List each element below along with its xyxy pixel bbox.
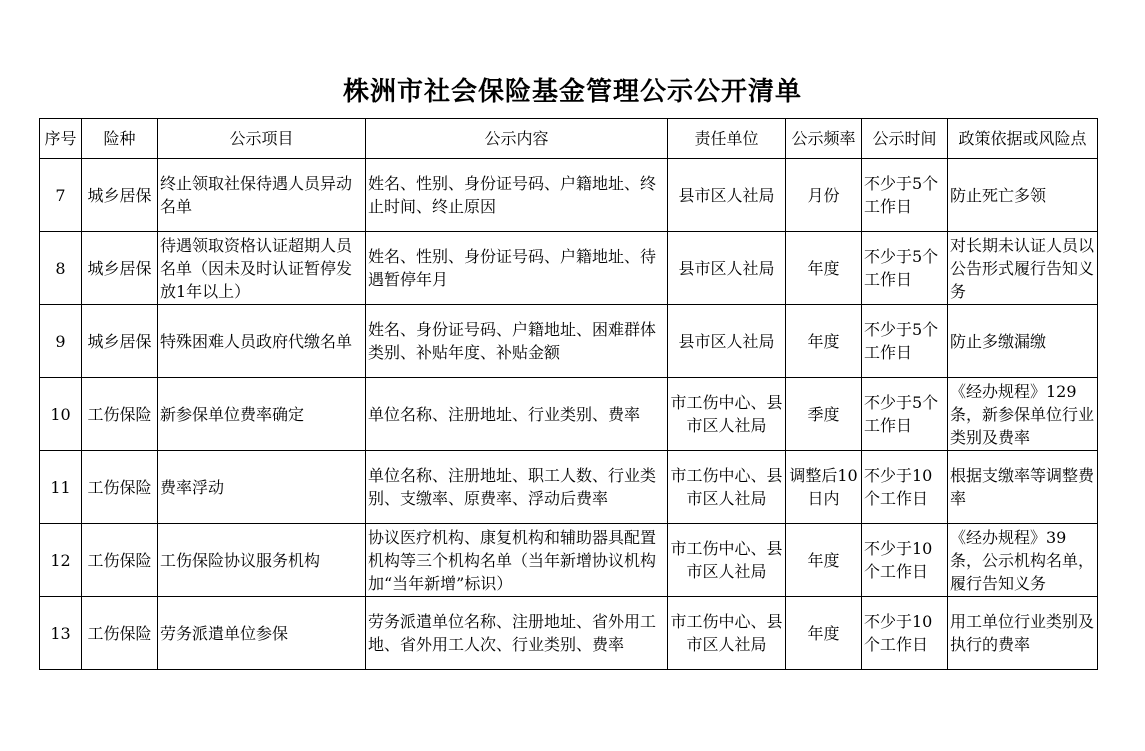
- header-time: 公示时间: [862, 119, 948, 159]
- cell-item: 新参保单位费率确定: [158, 378, 366, 451]
- table-row: [40, 378, 1098, 451]
- cell-type: 工伤保险: [82, 451, 158, 524]
- cell-item: 费率浮动: [158, 451, 366, 524]
- cell-item: 特殊困难人员政府代缴名单: [158, 305, 366, 378]
- cell-content: 协议医疗机构、康复机构和辅助器具配置机构等三个机构名单（当年新增协议机构加“当年新增”标识）: [366, 524, 668, 597]
- header-freq: 公示频率: [786, 119, 862, 159]
- cell-freq: 年度: [786, 597, 862, 670]
- cell-content: 单位名称、注册地址、职工人数、行业类别、支缴率、原费率、浮动后费率: [366, 451, 668, 524]
- cell-time: 不少于5个工作日: [862, 159, 948, 232]
- cell-basis: 用工单位行业类别及执行的费率: [948, 597, 1098, 670]
- cell-item: 劳务派遣单位参保: [158, 597, 366, 670]
- header-basis: 政策依据或风险点: [948, 119, 1098, 159]
- cell-time: 不少于5个工作日: [862, 378, 948, 451]
- cell-unit: 市工伤中心、县市区人社局: [668, 597, 786, 670]
- cell-unit: 市工伤中心、县市区人社局: [668, 378, 786, 451]
- cell-basis: 防止多缴漏缴: [948, 305, 1098, 378]
- cell-basis: 防止死亡多领: [948, 159, 1098, 232]
- cell-seq: 13: [40, 597, 82, 670]
- cell-time: 不少于10个工作日: [862, 597, 948, 670]
- cell-item: 待遇领取资格认证超期人员名单（因未及时认证暂停发放1年以上）: [158, 232, 366, 305]
- cell-item: 工伤保险协议服务机构: [158, 524, 366, 597]
- table-row: [40, 451, 1098, 524]
- cell-freq: 年度: [786, 524, 862, 597]
- cell-unit: 县市区人社局: [668, 232, 786, 305]
- table-header-row: [40, 119, 1098, 159]
- cell-time: 不少于5个工作日: [862, 305, 948, 378]
- cell-freq: 季度: [786, 378, 862, 451]
- disclosure-table: [39, 118, 1098, 670]
- header-content: 公示内容: [366, 119, 668, 159]
- table-row: [40, 305, 1098, 378]
- cell-time: 不少于10个工作日: [862, 451, 948, 524]
- cell-type: 工伤保险: [82, 378, 158, 451]
- table-row: [40, 597, 1098, 670]
- cell-seq: 11: [40, 451, 82, 524]
- cell-content: 单位名称、注册地址、行业类别、费率: [366, 378, 668, 451]
- header-unit: 责任单位: [668, 119, 786, 159]
- cell-basis: 对长期未认证人员以公告形式履行告知义务: [948, 232, 1098, 305]
- cell-content: 姓名、身份证号码、户籍地址、困难群体类别、补贴年度、补贴金额: [366, 305, 668, 378]
- header-item: 公示项目: [158, 119, 366, 159]
- table-row: [40, 524, 1098, 597]
- cell-basis: 根据支缴率等调整费率: [948, 451, 1098, 524]
- cell-type: 工伤保险: [82, 597, 158, 670]
- cell-type: 工伤保险: [82, 524, 158, 597]
- cell-content: 姓名、性别、身份证号码、户籍地址、待遇暂停年月: [366, 232, 668, 305]
- cell-seq: 7: [40, 159, 82, 232]
- cell-type: 城乡居保: [82, 305, 158, 378]
- cell-freq: 年度: [786, 232, 862, 305]
- document-title: 株洲市社会保险基金管理公示公开清单: [342, 77, 802, 107]
- cell-freq: 年度: [786, 305, 862, 378]
- table-row: [40, 232, 1098, 305]
- cell-freq: 月份: [786, 159, 862, 232]
- cell-freq: 调整后10日内: [786, 451, 862, 524]
- cell-type: 城乡居保: [82, 159, 158, 232]
- cell-unit: 市工伤中心、县市区人社局: [668, 524, 786, 597]
- cell-unit: 县市区人社局: [668, 305, 786, 378]
- header-seq: 序号: [40, 119, 82, 159]
- cell-seq: 10: [40, 378, 82, 451]
- cell-unit: 县市区人社局: [668, 159, 786, 232]
- cell-type: 城乡居保: [82, 232, 158, 305]
- header-type: 险种: [82, 119, 158, 159]
- cell-seq: 9: [40, 305, 82, 378]
- cell-seq: 8: [40, 232, 82, 305]
- cell-content: 姓名、性别、身份证号码、户籍地址、终止时间、终止原因: [366, 159, 668, 232]
- cell-basis: 《经办规程》129条，新参保单位行业类别及费率: [948, 378, 1098, 451]
- cell-seq: 12: [40, 524, 82, 597]
- cell-time: 不少于10个工作日: [862, 524, 948, 597]
- cell-time: 不少于5个工作日: [862, 232, 948, 305]
- cell-basis: 《经办规程》39条，公示机构名单，履行告知义务: [948, 524, 1098, 597]
- cell-item: 终止领取社保待遇人员异动名单: [158, 159, 366, 232]
- cell-content: 劳务派遣单位名称、注册地址、省外用工地、省外用工人次、行业类别、费率: [366, 597, 668, 670]
- table-row: [40, 159, 1098, 232]
- cell-unit: 市工伤中心、县市区人社局: [668, 451, 786, 524]
